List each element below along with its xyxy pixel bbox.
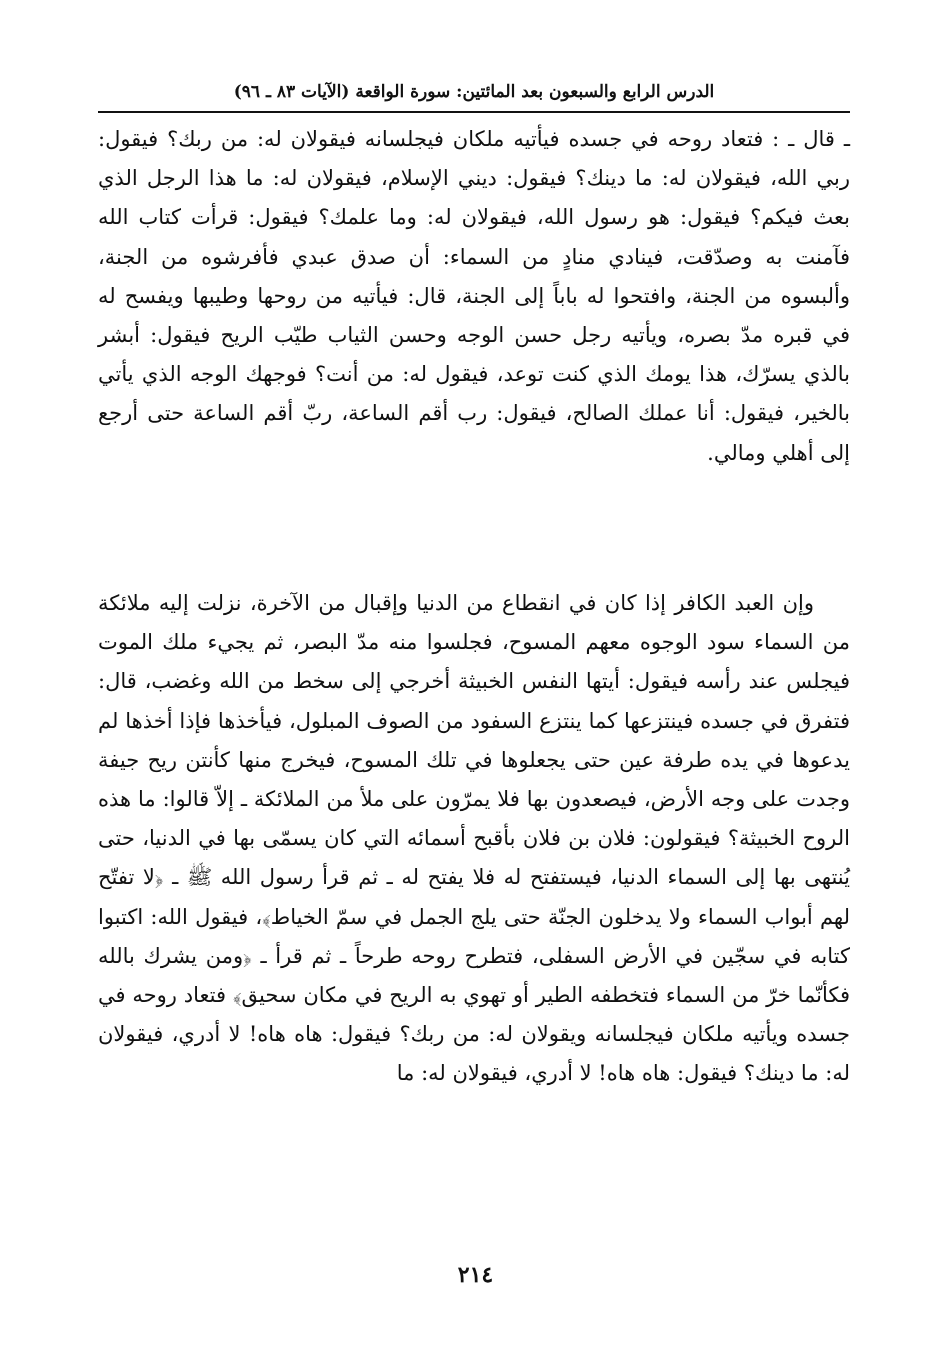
header-divider: [98, 111, 850, 113]
paragraph-disbeliever: وإن العبد الكافر إذا كان في انقطاع من الدنيا وإقبال من الآخرة، نزلت إليه ملائكة من السماء سود الوجوه معهم المسوح، فجلسوا منه مدّ البصر، ثم يجيء ملك الموت فيجلس عند رأسه فيقول: أيتها النفس الخبيثة أخرجي إلى سخط من الله وغضب، قال: فتفرق في جسده فينتزعها كما ينتزع السفود من الصوف المبلول، فيأخذها فإذا أخذها لم يدعوها في يده طرفة عين حتى يجعلوها في تلك المسوح، فيخرج منها كأنتن ريح جيفة وجدت على وجه الأرض، فيصعدون بها فلا يمرّون على ملأ من الملائكة ـ إلاّ قالوا: ما هذه الروح الخبيثة؟ فيقولون: فلان بن فلان بأقبح أسمائه التي كان يسمّى بها في الدنيا، حتى يُنتهى بها إلى السماء الدنيا، فيستفتح له فلا يفتح له ـ ثم قرأ رسول الله ﷺ ـ ﴿لا تفتّح لهم أبواب السماء ولا يدخلون الجنّة حتى يلج الجمل في سمّ الخياط﴾، فيقول الله: اكتبوا كتابه في سجّين في الأرض السفلى، فتطرح روحه طرحاً ـ ثم قرأ ـ ﴿ومن يشرك بالله فكأنّما خرّ من السماء فتخطفه الطير أو تهوي به الريح في مكان سحيق﴾ فتعاد روحه في جسده ويأتيه ملكان فيجلسانه ويقولان له: من ربك؟ فيقول: هاه هاه! لا أدري، فيقولان له: ما دينك؟ فيقول: هاه هاه! لا أدري، فيقولان له: ما: [98, 591, 850, 1086]
running-header: الدرس الرابع والسبعون بعد المائتين: سورة الواقعة (الآيات ٨٣ ـ ٩٦): [233, 82, 715, 102]
page-number: ٢١٤: [457, 1262, 494, 1288]
paragraph-believer: ـ قال ـ : فتعاد روحه في جسده فيأتيه ملكان فيجلسانه فيقولان له: من ربك؟ فيقول: ربي الله، فيقولان له: ما دينك؟ فيقول: ديني الإسلام، فيقولان له: ما هذا الرجل الذي بعث فيكم؟ فيقول: هو رسول الله، فيقولان له: وما علمك؟ فيقول: قرأت كتاب الله فآمنت به وصدّقت، فينادي منادٍ من السماء: أن صدق عبدي فأفرشوه من الجنة، وألبسوه من الجنة، وافتحوا له باباً إلى الجنة، قال: فيأتيه من روحها وطيبها ويفسح له في قبره مدّ بصره، ويأتيه رجل حسن الوجه وحسن الثياب طيّب الريح فيقول: أبشر بالذي يسرّك، هذا يومك الذي كنت توعد، فيقول له: من أنت؟ فوجهك الوجه الذي يأتي بالخير، فيقول: أنا عملك الصالح، فيقول: رب أقم الساعة، ربّ أقم الساعة حتى أرجع إلى أهلي ومالي.: [98, 127, 851, 465]
